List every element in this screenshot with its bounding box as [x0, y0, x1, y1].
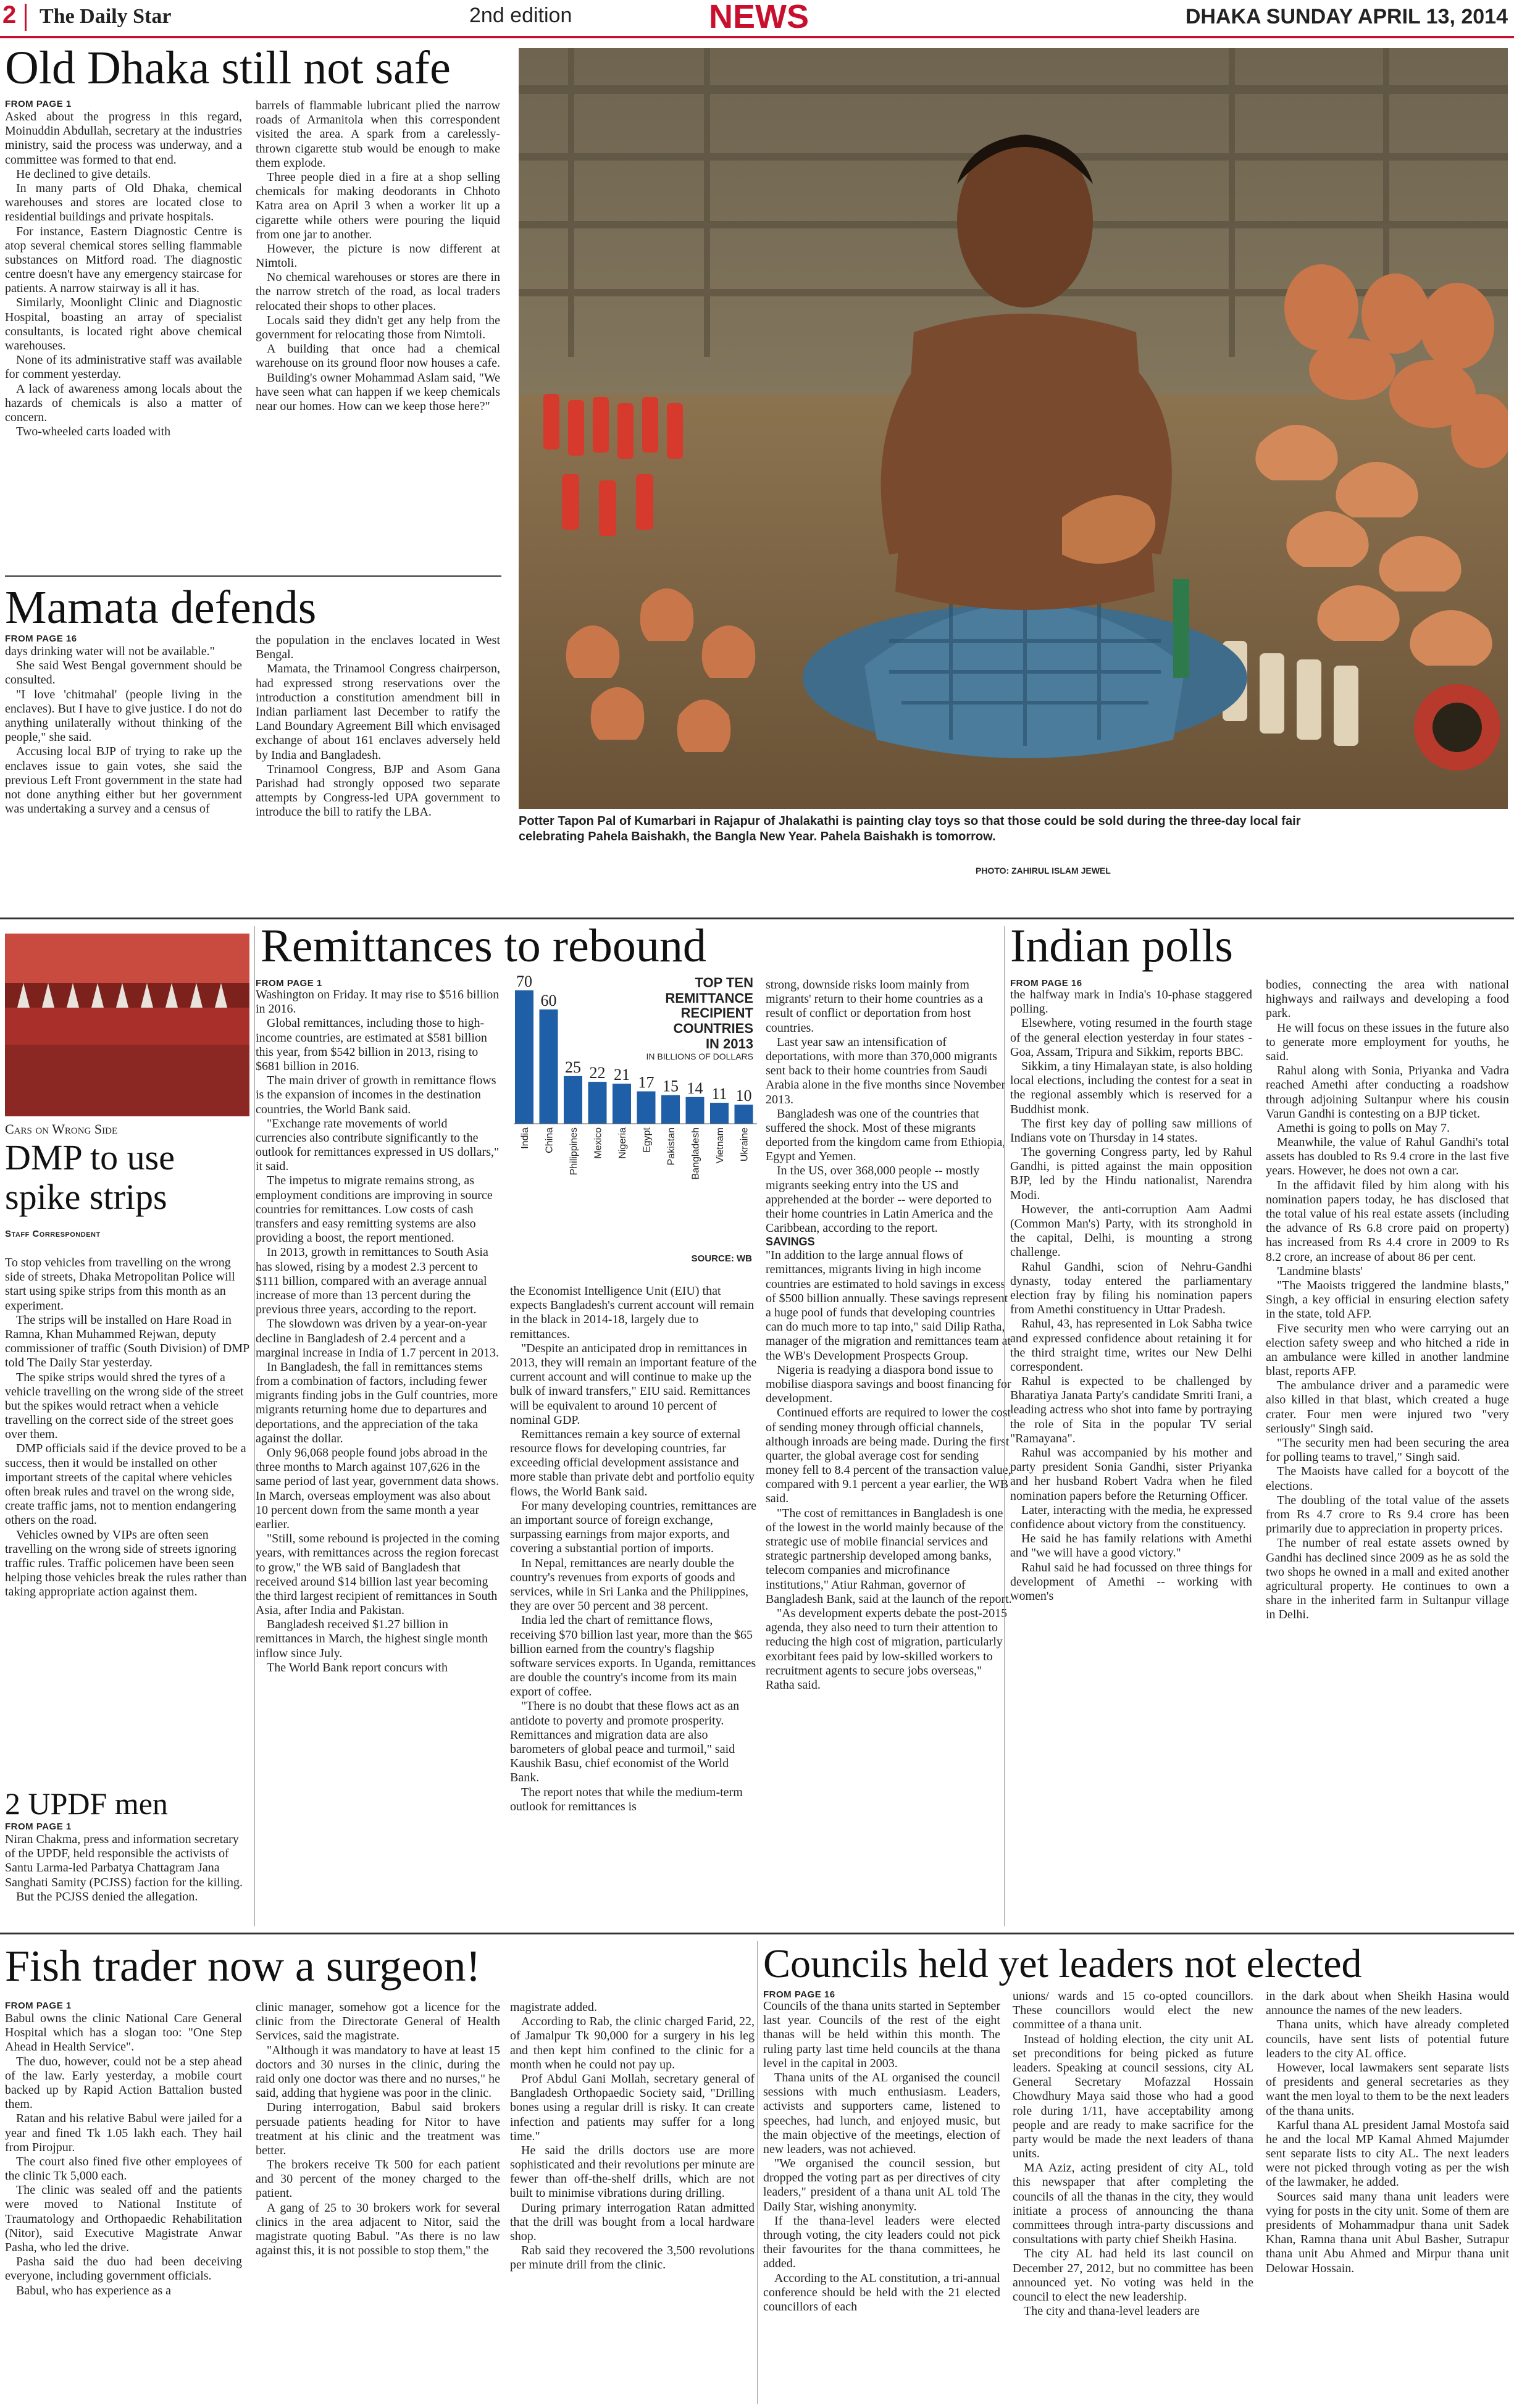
paragraph: If the thana-level leaders were elected through voting, the city leaders could not pick their favourites for the thana committees, he added. — [763, 2214, 1000, 2271]
chart-title-line: RECIPIENT COUNTRIES — [673, 1005, 753, 1036]
councils-col2 — [1013, 1989, 1253, 2407]
paragraph: To stop vehicles from travelling on the wrong side of streets, Dhaka Metropolitan Police will start using spike strips from this month as an experiment. — [5, 1256, 235, 1313]
dateline: DHAKA SUNDAY APRIL 13, 2014 — [1185, 5, 1508, 28]
paragraph: Continued efforts are required to lower the cost of sending money through official channels, although inroads are being made. During the first quarter, the global average cost for sending money fell to 8.4 percent of the transaction value, compared with 9.1 percent a year earlier, the WB said. — [766, 1406, 1011, 1506]
old-dhaka-col1 — [5, 110, 242, 568]
chart-value-label: 70 — [516, 972, 532, 990]
councils-col1 — [763, 1999, 1000, 2407]
paragraph: Global remittances, including those to high-income countries, are estimated at $581 billion this year, from $542 billion in 2013, rising to $681 billion in 2016. — [256, 1016, 487, 1073]
paragraph: "In addition to the large annual flows of remittances, migrants living in high income countries are estimated to hold savings in excess of $500 billion annually. These savings represent a huge pool of funds that developing countries can do much more to tap into," said Dilip Ratha, manager of the migration and remittances team at the WB's Development Prospects Group. — [766, 1248, 1011, 1363]
paragraph: He will focus on these issues in the future also to generate more employment for youths, he said. — [1266, 1021, 1509, 1063]
paragraph: India led the chart of remittance flows, receiving $70 billion last year, more than the $65 billion earned from the country's flagship software services exports. In Uganda, remittances are double the country's income from its main export of coffee. — [510, 1613, 756, 1699]
chart-value-label: 60 — [540, 991, 557, 1010]
chart-bar — [661, 1095, 680, 1124]
paragraph: The World Bank report concurs with — [267, 1660, 448, 1674]
paragraph: For many developing countries, remittances are an important source of foreign exchange, surpassing earnings from major exports, and covering a substantial portion of imports. — [510, 1499, 756, 1556]
paragraph: The impetus to migrate remains strong, as employment conditions are improving in source countries for remittances. Low costs of cash transfers and easy remitting systems are also providing a boost, the report mentioned. — [256, 1174, 493, 1245]
from-page-old-dhaka: FROM PAGE 1 — [5, 99, 72, 109]
headline-dmp-line2: spike strips — [5, 1177, 167, 1217]
paragraph: Rahul along with Sonia, Priyanka and Vadra reached Amethi after conducting a roadshow through adjoining Sultanpur where his cousin Varun Gandhi is contesting on a BJP ticket. — [1266, 1064, 1509, 1121]
mamata-col1 — [5, 645, 242, 892]
mamata-col2 — [256, 633, 500, 893]
remittances-col3 — [766, 978, 1013, 1920]
paragraph: "Still, some rebound is projected in the coming years, with remittances across the region forecast to grow," the WB said of Bangladesh that received around $14 billion last year becoming the third largest recipient of remittances in South Asia, after India and Pakistan. — [256, 1532, 500, 1618]
headline-remittances: Remittances to rebound — [261, 920, 706, 972]
chart-value-label: 10 — [735, 1087, 752, 1105]
paragraph: bodies, connecting the area with national highways and railways and developing a food park. — [1266, 978, 1509, 1021]
chart-bar — [588, 1082, 607, 1124]
chart-category-label: China — [544, 1127, 555, 1153]
fish-trader-col2 — [256, 2000, 500, 2407]
paragraph: Only 96,068 people found jobs abroad in the three months to March against 107,626 in the same period of last year, government data shows. In March, overseas employment was also about 10 percent down from the same month a year earlier. — [256, 1446, 500, 1531]
divider-mamata — [5, 575, 501, 577]
paragraph: Rahul Gandhi, scion of Nehru-Gandhi dynasty, today entered the parliamentary election fray by filing his nomination papers from Amethi constituency in Uttar Pradesh. — [1010, 1260, 1252, 1317]
paragraph: "There is no doubt that these flows act as an antidote to poverty and promote prosperity. Remittances and migration data are also barometers of global peace and turmoil," said Kaushik Basu, chief economist of the World Bank. — [510, 1699, 740, 1785]
edition-label: 2nd edition — [469, 4, 572, 27]
paragraph: The clinic was sealed off and the patients were moved to National Institute of Traumatology and Orthopaedic Rehabilitation (Nitor), said Executive Magistrate Anwar Pasha, who led the drive. — [5, 2183, 242, 2254]
councils-col3 — [1266, 1989, 1509, 2407]
potter-photo — [519, 48, 1508, 809]
chart-value-label: 14 — [687, 1079, 703, 1097]
from-page-councils: FROM PAGE 16 — [763, 1989, 835, 2000]
paragraph: During primary interrogation Ratan admitted that the drill was bought from a local hardware shop. — [510, 2201, 755, 2243]
from-page-mamata: FROM PAGE 16 — [5, 633, 77, 644]
paragraph: Sikkim, a tiny Himalayan state, is also holding local elections, including the contest for a seat in the regional assembly which is reserved for a Buddhist monk. — [1010, 1059, 1252, 1116]
paragraph: days drinking water will not be available." — [5, 645, 215, 658]
paragraph: Babul owns the clinic National Care General Hospital which has a slogan too: "One Step Ahead in Health Service". — [5, 2012, 242, 2054]
from-page-fish-trader: FROM PAGE 1 — [5, 2000, 72, 2011]
chart-bar — [564, 1076, 582, 1124]
paragraph: In Bangladesh, the fall in remittances stems from a combination of factors, including fewer migrants finding jobs in the Gulf countries, more migrants returning home due to departures and deportations, and the appreciation of the taka against the dollar. — [256, 1360, 498, 1445]
paragraph: unions/ wards and 15 co-opted councillors. These councillors would elect the new committee of a thana unit. — [1013, 1989, 1253, 2032]
chart-category-label: Vietnam — [715, 1127, 726, 1164]
paragraph: "We organised the council session, but dropped the voting part as per directives of city leaders," president of a thana unit AL told The Daily Star, wishing anonymity. — [763, 2157, 1000, 2214]
paragraph: Remittances remain a key source of external resource flows for developing countries, far exceeding official development assistance and more stable than private debt and portfolio equity flows, the World Bank said. — [510, 1427, 755, 1499]
paragraph: Pasha said the duo had been deceiving everyone, including government officials. — [5, 2255, 242, 2283]
paragraph: The ambulance driver and a paramedic were also killed in that blast, which created a huge crater. Four men were injured two "very seriously" Singh said. — [1266, 1379, 1509, 1436]
paragraph: He declined to give details. — [16, 167, 151, 181]
paragraph: According to the AL constitution, a tri-annual conference should be held with the 21 elected councillors of each — [763, 2271, 1000, 2314]
paragraph: According to Rab, the clinic charged Farid, 22, of Jamalpur Tk 90,000 for a surgery in his leg and then kept him confined to the clinic for a month when he could not pay up. — [510, 2015, 755, 2071]
paragraph: "Despite an anticipated drop in remittances in 2013, they will remain an important feature of the current account and will continue to make up the bulk of inward transfers," EIU said. Remittances will be equivalent to around 10 percent of nominal GDP. — [510, 1341, 757, 1427]
chart-source: SOURCE: WB — [691, 1253, 752, 1264]
chart-bar — [613, 1084, 631, 1124]
headline-dmp-line1: DMP to use — [5, 1137, 175, 1177]
paragraph: A building that once had a chemical warehouse on its ground floor now houses a cafe. — [256, 342, 500, 370]
page-number: 2 — [2, 1, 17, 28]
chart-title-line: TOP TEN REMITTANCE — [665, 975, 753, 1006]
paragraph: Later, interacting with the media, he expressed confidence about victory from the constituency. — [1010, 1503, 1252, 1531]
chart-category-label: Philippines — [569, 1127, 579, 1176]
chart-bar — [735, 1105, 753, 1124]
paragraph: In 2013, growth in remittances to South Asia has slowed, rising by a modest 2.3 percent to $111 billion, compared with an average annual increase of more than 13 percent during the previous three years, according to the report. — [256, 1245, 488, 1317]
updf-body — [5, 1833, 249, 1925]
indian-polls-col2 — [1266, 978, 1509, 1920]
paragraph: Ratan and his relative Babul were jailed for a year and fined Tk 1.05 lakh each. They hail from Pirojpur. — [5, 2112, 242, 2154]
paragraph: "I love 'chitmahal' (people living in the enclaves). But I have to give justice. I do not do anything unilaterally without thinking of the people," she said. — [5, 687, 242, 745]
paragraph: clinic manager, somehow got a licence for the clinic from the Directorate General of Health Services, said the magistrate. — [256, 2000, 500, 2043]
paragraph: Vehicles owned by VIPs are often seen travelling on the wrong side of streets ignoring traffic rules. Traffic policemen have been seen helping those vehicles break the rules rather than taking appropriate action against them. — [5, 1528, 247, 1599]
dmp-kicker: Cars on Wrong Side — [5, 1121, 118, 1137]
from-page-indian-polls: FROM PAGE 16 — [1010, 978, 1082, 989]
chart-bar — [686, 1097, 705, 1124]
spike-strip-photo — [5, 934, 249, 1116]
paragraph: Instead of holding election, the city unit AL set preconditions for being picked as future leaders. Speaking at council sessions, city AL General Secretary Mofazzal Hossain Chowdhury Maya said those who had a good role during 1/11, have acceptability among people and are ready to make sacrifice for the party would be made the next leaders of thana units. — [1013, 2032, 1253, 2161]
chart-category-label: Egypt — [642, 1127, 653, 1153]
chart-bar — [637, 1092, 656, 1124]
paragraph: Thana units, which have already completed councils, have sent lists of potential future leaders to the city AL office. — [1266, 2018, 1509, 2060]
paragraph: The governing Congress party, led by Rahul Gandhi, is pitted against the main opposition BJP, led by the Hindu nationalist, Narendra Modi. — [1010, 1145, 1252, 1202]
chart-value-label: 21 — [614, 1066, 630, 1084]
fish-trader-col3 — [510, 2000, 755, 2407]
paragraph: "Although it was mandatory to have at least 15 doctors and 30 nurses in the clinic, during the raid only one doctor was there and no nurses," he said, adding that hygiene was poor in the clinic. — [256, 2043, 500, 2101]
paragraph: The city and thana-level leaders are — [1024, 2304, 1200, 2318]
paragraph: strong, downside risks loom mainly from migrants' return to their home countries as a result of conflict or deportation from host countries. — [766, 978, 983, 1035]
paragraph: The main driver of growth in remittance flows is the expansion of incomes in the destination countries, the World Bank said. — [256, 1074, 496, 1116]
chart-bar — [540, 1010, 558, 1124]
paragraph: The duo, however, could not be a step ahead of the law. Early yesterday, a mobile court backed up by Rapid Action Battalion busted them. — [5, 2054, 242, 2112]
old-dhaka-col2 — [256, 99, 500, 568]
paragraph: "Exchange rate movements of world currencies also contribute significantly to the outlook for remittances expressed in US dollars," it said. — [256, 1116, 500, 1174]
paragraph: Three people died in a fire at a shop selling chemicals for making deodorants in Chhoto Katra area on April 3 when a worker lit up a cigarette while others were pouring the liquid from one jar to another. — [256, 170, 500, 241]
headline-mamata: Mamata defends — [5, 582, 317, 633]
chart-category-label: Pakistan — [666, 1127, 677, 1166]
paragraph: Rahul, 43, has represented in Lok Sabha twice and expressed confidence about retaining it for the third straight time, writes our New Delhi correspondent. — [1010, 1317, 1252, 1374]
chart-title-line: IN 2013 — [705, 1035, 753, 1051]
chart-value-label: 17 — [638, 1073, 655, 1092]
chart-bar — [710, 1103, 729, 1124]
remittance-chart — [510, 969, 757, 1278]
paragraph: Karful thana AL president Jamal Mostofa said he and the local MP Kamal Ahmed Majumder sent separate lists to city AL. The next leaders were not picked through voting as per the wish of the lawmaker, he added. — [1266, 2118, 1509, 2189]
chart-value-label: 11 — [711, 1085, 727, 1103]
paragraph: The Maoists have called for a boycott of the elections. — [1266, 1465, 1509, 1493]
dmp-body — [5, 1256, 249, 1799]
paragraph: Niran Chakma, press and information secretary of the UPDF, held responsible the activists of Santu Larma-led Parbatya Chattagram Jana Sanghati Samity (PCJSS) faction for the killing. — [5, 1833, 243, 1889]
paragraph: Rahul said he had focussed on three things for development of Amethi -- working with women's — [1010, 1560, 1252, 1603]
paragraph: "The security men had been securing the area for polling teams to travel," Singh said. — [1266, 1436, 1509, 1465]
from-page-remittances: FROM PAGE 1 — [256, 978, 322, 989]
paragraph: The city AL had held its last council on December 27, 2012, but no committee has been announced yet. No voting was held in the council to elect the new leadership. — [1013, 2247, 1253, 2304]
paragraph: Bangladesh received $1.27 billion in remittances in March, the highest single month inflow since July. — [256, 1618, 488, 1660]
paragraph: Sources said many thana unit leaders were vying for posts in the city unit. Some of them are presidents of Mohammadpur thana unit Sadek Khan, Ramna thana unit Abul Basher, Sutrapur thana unit Abu Ahmed and Mirpur thana unit Delowar Hossain. — [1266, 2189, 1509, 2275]
paragraph: However, local lawmakers sent separate lists of presidents and general secretaries as they want the men loyal to them to be the next leaders of the thana units. — [1266, 2060, 1509, 2118]
paragraph: But the PCJSS denied the allegation. — [16, 1889, 198, 1904]
paragraph: Meanwhile, the value of Rahul Gandhi's total assets has doubled to Rs 9.4 crore in the last five years. However, he does not own a car. — [1266, 1135, 1509, 1178]
remittances-col1 — [256, 988, 500, 1920]
chart-category-labels — [520, 1127, 750, 1179]
paragraph: The first key day of polling saw millions of Indians vote on Thursday in 14 states. — [1010, 1116, 1252, 1145]
paragraph: Elsewhere, voting resumed in the fourth stage of the general election yesterday in four states - Goa, Assam, Tripura and Sikkim, reports BBC. — [1010, 1016, 1252, 1059]
dmp-byline: Staff Correspondent — [5, 1229, 101, 1239]
subhead-savings: SAVINGS — [766, 1235, 815, 1248]
paragraph: Last year saw an intensification of deportations, with more than 370,000 migrants sent back to their home countries from Saudi Arabia alone in the five months since November 2013. — [766, 1035, 1006, 1106]
paragraph: "As development experts debate the post-2015 agenda, they also need to turn their attention to reducing the high cost of migration, particularly exorbitant fees paid by low-skilled workers to recruitment agents to secure jobs overseas," Ratha said. — [766, 1606, 1008, 1692]
paragraph: The strips will be installed on Hare Road in Ramna, Khan Muhammed Rejwan, deputy commissioner of traffic (South Division) of DMP told The Daily Star yesterday. — [5, 1313, 249, 1370]
paragraph: magistrate added. — [510, 2000, 598, 2014]
paragraph: In the US, over 368,000 people -- mostly migrants seeking entry into the US and apprehended at the border -- were deported to their home countries in Latin America and the Caribbean, according to the report. — [766, 1164, 993, 1235]
paragraph: Rahul was accompanied by his mother and party president Sonia Gandhi, sister Priyanka and her husband Robert Vadra when he filed nomination papers before the Returning Officer. — [1010, 1446, 1252, 1503]
paragraph: Five security men who were carrying out an election safety sweep and who hitched a ride in an ambulance were killed in another landmine blast, reports AFP. — [1266, 1321, 1509, 1379]
paragraph: Bangladesh was one of the countries that suffered the shock. Most of these migrants deported from the kingdom came from Ethiopia, Egypt and Yemen. — [766, 1106, 1006, 1164]
paragraph: Thana units of the AL organised the council sessions with much enthusiasm. Leaders, activists and supporters came, listened to speeches, had lunch, and enjoyed music, but the main objective of the meetings, election of new leaders, was not achieved. — [763, 2070, 1000, 2156]
paragraph: For instance, Eastern Diagnostic Centre is atop several chemical stores selling flammable substances on Mitford road. The diagnostic centre doesn't have any emergency staircase for patients. A narrow stairway is all it has. — [5, 224, 242, 296]
headline-old-dhaka: Old Dhaka still not safe — [5, 42, 451, 94]
paragraph: Mamata, the Trinamool Congress chairperson, had expressed strong reservations over the introduction a constitution amendment bill in Indian parliament last December to ratify the Land Boundary Agreement Bill which envisaged exchange of about 161 enclaves adversely held by India and Bangladesh. — [256, 662, 500, 762]
photo-credit: PHOTO: ZAHIRUL ISLAM JEWEL — [976, 866, 1111, 876]
paragraph: Two-wheeled carts loaded with — [16, 425, 171, 439]
headline-indian-polls: Indian polls — [1010, 920, 1233, 972]
chart-title-block — [605, 976, 753, 1061]
paragraph: A lack of awareness among locals about the hazards of chemicals is also a matter of concern. — [5, 382, 242, 424]
paragraph: MA Aziz, acting president of city AL, told this newspaper that after completing the councils of all the thanas in the city, they would initiate a process of announcing the thana committees through intra-party discussions and consultations with party chief Sheikh Hasina. — [1013, 2161, 1253, 2247]
chart-subtitle: IN BILLIONS OF DOLLARS — [646, 1051, 753, 1062]
paragraph: Locals said they didn't get any help from the government for relocating those from Nimtoli. — [256, 313, 500, 341]
paragraph: Asked about the progress in this regard, Moinuddin Abdullah, secretary at the industries ministry, said the process was underway, and a committee was formed to that end. — [5, 110, 242, 167]
fish-trader-col1 — [5, 2012, 242, 2407]
headline-councils: Councils held yet leaders not elected — [763, 1941, 1362, 1986]
paragraph: Similarly, Moonlight Clinic and Diagnostic Hospital, boasting an array of specialist consultants, is located right above chemical warehouses. — [5, 296, 242, 353]
paragraph: Rahul is expected to be challenged by Bharatiya Janata Party's candidate Smriti Irani, a leading actress who shot into fame by portraying the role of Sita in the popular TV serial "Ramayana". — [1010, 1374, 1252, 1445]
paragraph: Building's owner Mohammad Aslam said, "We have seen what can happen if we keep chemicals near our homes. How can we keep those here?" — [256, 370, 500, 413]
paragraph: the population in the enclaves located in West Bengal. — [256, 633, 500, 662]
paragraph: The spike strips would shred the tyres of a vehicle travelling on the wrong side of the street but the spikes would retract when a vehicle travelling on the correct side of the street goes over them. — [5, 1370, 244, 1442]
paper-name: The Daily Star — [40, 5, 172, 28]
paragraph: the Economist Intelligence Unit (EIU) that expects Bangladesh's current account will remain in the black in 2014-18, largely due to remittances. — [510, 1284, 755, 1341]
paragraph: The number of real estate assets owned by Gandhi has declined since 2009 as he as sold the two shops he owned in a mall and exited another agricultural property. He continues to own a share in the inherited farm in Sultanpur village in Delhi. — [1266, 1536, 1509, 1622]
paragraph: Babul, who has experience as a — [16, 2283, 172, 2297]
paragraph: DMP officials said if the device proved to be a success, then it would be installed on other important streets of the capital where vehicles often break rules and travel on the wrong side, create traffic jams, not to mention endangering others on the road. — [5, 1442, 246, 1528]
paragraph: In Nepal, remittances are nearly double the country's revenues from exports of goods and services, while in Sri Lanka and the Philippines, they are over 50 percent and 38 percent. — [510, 1556, 749, 1613]
paragraph: During interrogation, Babul said brokers persuade patients heading for Nitor to have treatment at his clinic and the treatment was better. — [256, 2101, 500, 2157]
paragraph: 'Landmine blasts' — [1277, 1264, 1363, 1278]
paragraph: The court also fined five other employees of the clinic Tk 5,000 each. — [5, 2154, 242, 2183]
paragraph: Prof Abdul Gani Mollah, secretary general of Bangladesh Orthopaedic Society said, "Drilling bones using a regular drill is risky. It can create infection and patients may suffer for a long time." — [510, 2071, 755, 2143]
chart-value-label: 22 — [589, 1064, 606, 1082]
paragraph: She said West Bengal government should be consulted. — [5, 659, 242, 687]
chart-category-label: Nigeria — [617, 1127, 628, 1159]
chart-category-label: Ukraine — [739, 1127, 750, 1162]
chart-value-label: 15 — [663, 1077, 679, 1095]
paragraph: "The Maoists triggered the landmine blasts," Singh, a key official in ensuring election safety in the state, told AFP. — [1266, 1278, 1509, 1321]
chart-bar — [515, 990, 533, 1124]
paragraph: Amethi is going to polls on May 7. — [1277, 1121, 1450, 1135]
paragraph: Accusing local BJP of trying to rake up the enclaves issue to gain votes, she said the previous Left Front government in the state had not done anything either but her government was undertaking a survey and a census of — [5, 745, 242, 816]
headline-fish-trader: Fish trader now a surgeon! — [5, 1941, 481, 1991]
masthead-divider — [25, 4, 27, 31]
paragraph: However, the anti-corruption Aam Aadmi (Common Man's) Party, with its stronghold in the capital, Delhi, is mounting a strong challenge. — [1010, 1202, 1252, 1260]
paragraph: In many parts of Old Dhaka, chemical warehouses and stores are located close to residential buildings and private hospitals. — [5, 181, 242, 224]
paragraph: "The cost of remittances in Bangladesh is one of the lowest in the world mainly because of the strategic use of mobile financial services and strategic partnership developed among banks, telecom companies and microfinance institutions," Atiur Rahman, governor of Bangladesh Bank, said at the launch of the report. — [766, 1506, 1012, 1606]
paragraph: The doubling of the total value of the assets from Rs 4.7 crore to Rs 9.4 crore has been primarily due to appreciation in property prices. — [1266, 1493, 1509, 1536]
col-rule-right — [1004, 926, 1005, 1926]
remittances-col2 — [510, 1284, 757, 1920]
paragraph: However, the picture is now different at Nimtoli. — [256, 241, 500, 270]
paragraph: The brokers receive Tk 500 for each patient and 30 percent of the money charged to the patient. — [256, 2158, 500, 2201]
chart-category-label: Bangladesh — [690, 1127, 701, 1180]
col-rule-left — [254, 926, 255, 1926]
paragraph: Washington on Friday. It may rise to $516 billion in 2016. — [256, 988, 500, 1016]
paragraph: No chemical warehouses or stores are there in the narrow stretch of the road, as local traders relocated their shops to other places. — [256, 270, 500, 313]
paragraph: the halfway mark in India's 10-phase staggered polling. — [1010, 988, 1252, 1016]
paragraph: barrels of flammable lubricant plied the narrow roads of Armanitola when this correspondent visited the area. A spark from a carelessly-thrown cigarette stub would be enough to make them explode. — [256, 99, 500, 170]
chart-category-label: India — [520, 1127, 530, 1149]
potter-photo-caption: Potter Tapon Pal of Kumarbari in Rajapur of Jhalakathi is painting clay toys so that those could be sold during the three-day local fair celebrating Pahela Baishakh, the Bangla New Year. Pahela Baishakh is tomorrow. — [519, 814, 1301, 843]
paragraph: in the dark about when Sheikh Hasina would announce the names of the new leaders. — [1266, 1989, 1509, 2018]
col-rule-bottom — [757, 1941, 758, 2404]
headline-updf: 2 UPDF men — [5, 1786, 168, 1821]
from-page-updf: FROM PAGE 1 — [5, 1821, 72, 1832]
paragraph: Rab said they recovered the 3,500 revolutions per minute drill from the clinic. — [510, 2244, 755, 2272]
divider-mid — [0, 918, 1514, 919]
paragraph: He said he has family relations with Amethi and "we will have a good victory." — [1010, 1532, 1252, 1560]
paragraph: Nigeria is readying a diaspora bond issue to mobilise diaspora savings and boost financing for development. — [766, 1363, 1011, 1406]
paragraph: Councils of the thana units started in September last year. Councils of the rest of the eight thanas will be held within this month. The ruling party last time held councils at the thana level in the capital in 2003. — [763, 1999, 1000, 2070]
divider-bottom — [0, 1933, 1514, 1934]
paragraph: In the affidavit filed by him along with his nomination papers today, he has disclosed that the total value of his real estate assets (including the advance of Rs 6.8 crore paid on property) has increased from Rs 4.4 crore in 2009 to Rs 8.2 crore, an increase of about 86 per cent. — [1266, 1178, 1509, 1264]
chart-value-label: 25 — [565, 1058, 581, 1076]
paragraph: He said the drills doctors use are more sophisticated and their revolutions per minute are fewer than off-the-shelf drills, which are not built to minimise vibrations during drilling. — [510, 2143, 755, 2201]
paragraph: Trinamool Congress, BJP and Asom Gana Parishad had strongly opposed two separate attempts by Congress-led UPA government to introduce the bill to ratify the LBA. — [256, 762, 500, 819]
paragraph: A gang of 25 to 30 brokers work for several clinics in the area adjacent to Nitor, said the magistrate quoting Babul. "As there is no law against this, it is not possible to stop them," the — [256, 2201, 500, 2258]
paragraph: None of its administrative staff was available for comment yesterday. — [5, 353, 242, 382]
section-label: NEWS — [709, 0, 809, 35]
paragraph: The report notes that while the medium-term outlook for remittances is — [510, 1785, 743, 1813]
paragraph: The slowdown was driven by a year-on-year decline in Bangladesh of 2.4 percent and a marginal increase in India of 1.7 percent in 2013. — [256, 1317, 499, 1360]
indian-polls-col1 — [1010, 988, 1252, 1920]
chart-category-label: Mexico — [593, 1127, 604, 1159]
